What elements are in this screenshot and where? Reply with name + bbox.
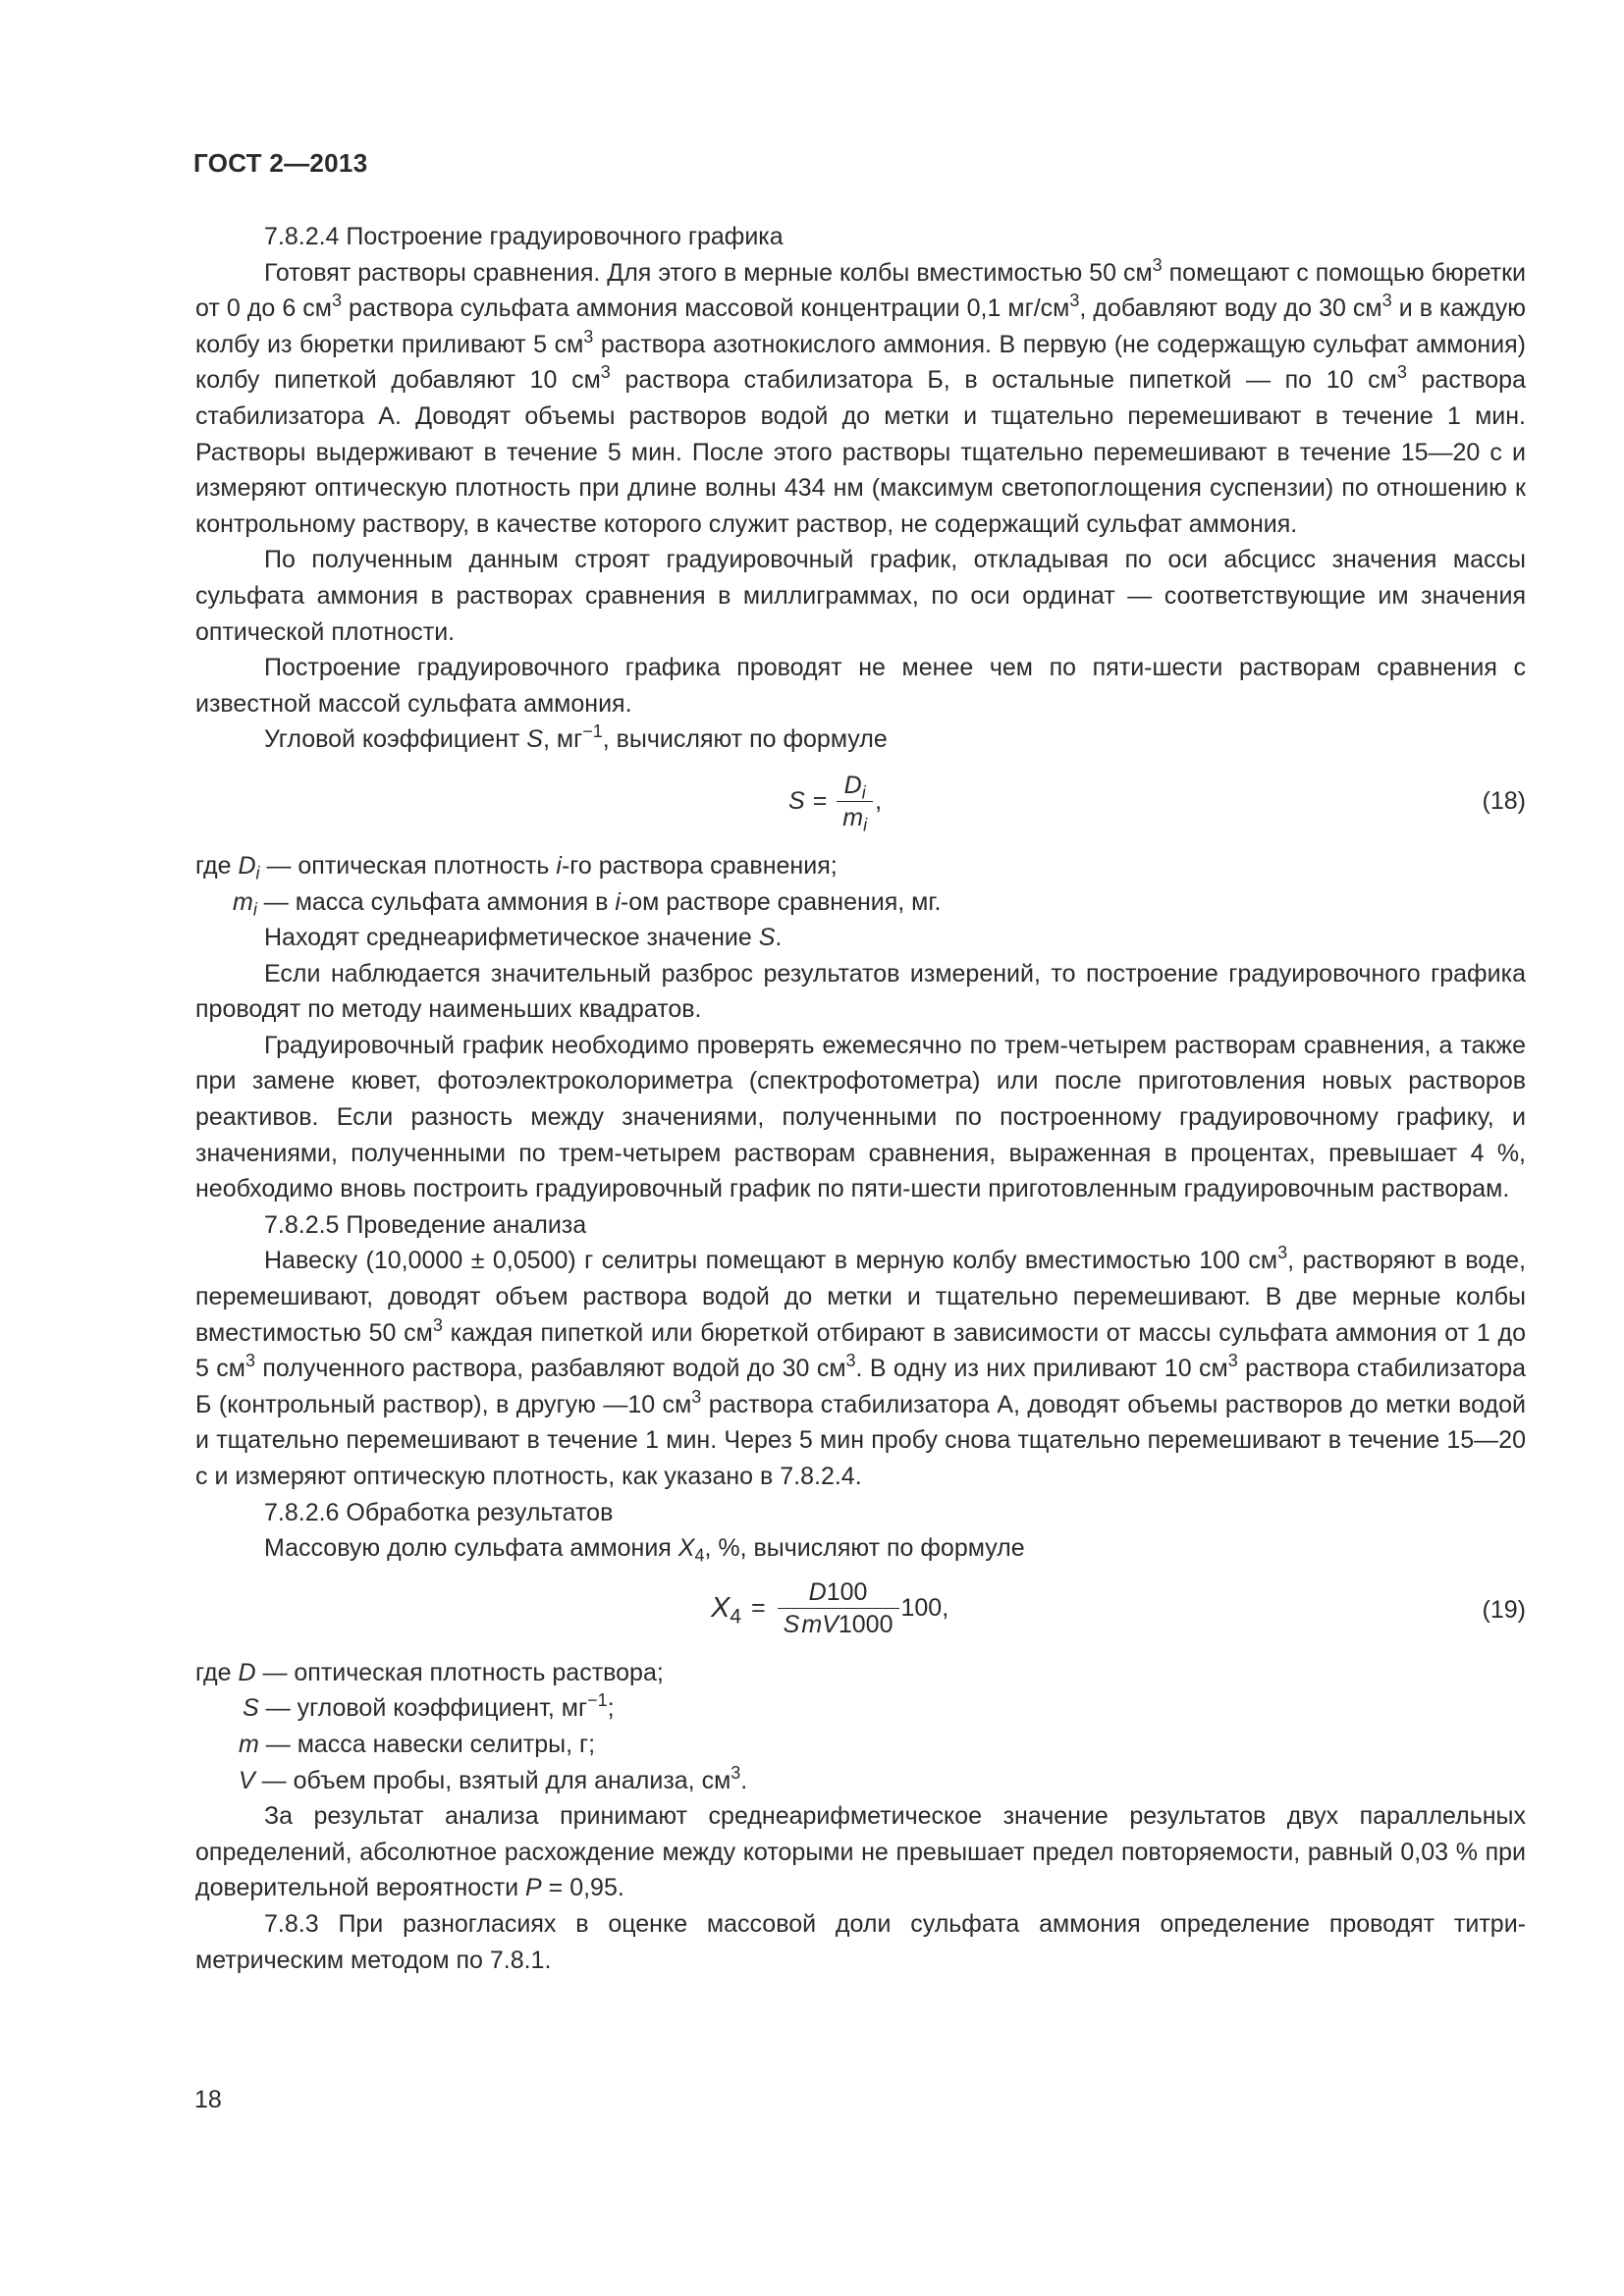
text-run: раствора сульфата аммония массовой концентрации 0,1 мг/см (342, 294, 1070, 323)
variable: D (808, 1577, 827, 1606)
text-run: . (775, 924, 783, 952)
text-run: ; (607, 1694, 615, 1723)
variable: m (239, 1730, 259, 1758)
paragraph-least-squares: Если наблюдается значительный разброс результатов измерений, то построение градуировочного графика проводят по методу наименьших квадратов. (195, 959, 1526, 1024)
formula-18 (195, 758, 1526, 848)
subscript: i (255, 863, 260, 883)
formula-lhs: S (788, 787, 805, 816)
equation-number: (19) (1482, 1595, 1526, 1624)
paragraph-result (195, 1798, 1526, 1906)
variable: m (842, 803, 864, 831)
subscript: i (252, 898, 257, 919)
variable: V (239, 1766, 255, 1794)
superscript: 3 (1069, 291, 1080, 311)
text-run: раствора стабилизатора Б, в остальные пипеткой — по 10 см (610, 366, 1397, 395)
text-run: , %, вычисляют по формуле (704, 1534, 1025, 1563)
fraction (837, 770, 873, 833)
text-run: раствора стабилизатора А, доводят объемы растворов до метки водой и тщательно перемешивают в течение 1 мин. Через 5 мин пробу снова тщательно перемешивают в течение 15—20 с и измеряют оптическую плотность, как указано в 7.8.2.4. (195, 1390, 1526, 1490)
text-run: , растворяют в воде, перемешивают, доводят объем раствора водой до метки и тщательно перемешивают. В две мерные колбы вместимостью 50 см (195, 1247, 1526, 1347)
standard-header: ГОСТ 2—2013 (193, 148, 368, 178)
paragraph-graph-axes: По полученным данным строят градуировочный график, откладывая по оси абсцисс значения массы сульфата аммония в растворах сравнения в миллиграммах, по оси ординат — соответствующие им значения оптической плотности. (195, 546, 1526, 646)
fraction-numerator (803, 1576, 874, 1608)
text-run: раствора азотнокислого аммония. В первую (не содержащую сульфат аммония) колбу пипеткой добавляют 10 см (195, 330, 1527, 395)
superscript: 3 (1152, 254, 1163, 275)
section-heading-7-8-2-5: 7.8.2.5 Проведение анализа (264, 1210, 587, 1239)
text-run: Находят среднеарифметическое значение (264, 924, 759, 952)
superscript: 3 (331, 291, 342, 311)
text-run: — масса навески селитры, г; (258, 1730, 596, 1758)
text-run: -го раствора сравнения; (561, 851, 838, 880)
subscript: i (863, 815, 868, 835)
text-run: За результат анализа принимают среднеарифметическое значение результатов двух параллельных определений, абсолютное расхождение между которыми не превышает предел повторяемости, равный 0,03 % при доверительной вероятности (195, 1802, 1526, 1902)
variable: S (783, 1610, 800, 1638)
section-heading-7-8-2-4: 7.8.2.4 Построение градуировочного графика (264, 223, 784, 250)
paragraph-graph-min-solutions: Построение градуировочного графика проводят не менее чем по пяти-шести растворам сравнения с известной массой сульфата аммония. (195, 654, 1526, 718)
definition-mi (195, 884, 1526, 921)
text-run: полученного раствора, разбавляют водой до 30 см (254, 1355, 846, 1383)
variable: P (525, 1874, 542, 1902)
text-run: — оптическая плотность раствора; (255, 1658, 664, 1686)
text-run: раствора стабилизатора А. Доводят объемы растворов водой до метки и тщательно перемешивают в течение 1 мин. Растворы выдерживают в течение 5 мин. После этого растворы тщательно перемешивают в течение 15—20 с и измеряют оптическую плотность при длине волны 434 нм (максимум светопоглощения суспензии) по отношению к контрольному раствору, в качестве которого служит раствор, не содержащий сульфат аммония. (195, 366, 1526, 538)
equation-number: (18) (1482, 786, 1526, 815)
fraction-numerator (839, 770, 872, 801)
text-run: — угловой коэффициент, мг (258, 1694, 588, 1723)
text-run: , мг (542, 725, 583, 754)
subscript: 4 (730, 1605, 741, 1629)
variable: i (615, 887, 621, 916)
variable: i (556, 851, 562, 880)
variable: m (801, 1610, 823, 1638)
text-run: и в каждую колбу из бюретки приливают 5 см (195, 294, 1526, 358)
definition-d (195, 1655, 1526, 1691)
text-run: — объем пробы, взятый для анализа, см (254, 1766, 731, 1794)
paragraph-analysis-procedure (195, 1243, 1526, 1494)
variable: m (233, 887, 253, 916)
formula-tail: 100, (900, 1593, 949, 1622)
page-number: 18 (194, 2086, 222, 2113)
definition-v (195, 1763, 1526, 1799)
formula-tail: , (875, 787, 883, 816)
superscript: 3 (583, 326, 594, 347)
text-run: 1000 (838, 1610, 893, 1638)
text-run: Угловой коэффициент (264, 725, 527, 754)
paragraph-7-8-3: 7.8.3 При разногласиях в оценке массовой доли сульфата аммония определение проводят титриметрическим методом по 7.8.1. (195, 1909, 1526, 1974)
formula-19 (195, 1567, 1526, 1655)
text-run: Готовят растворы сравнения. Для этого в мерные колбы вместимостью 50 см (264, 258, 1153, 287)
text-run: , добавляют воду до 30 см (1079, 294, 1382, 323)
text-run: . В одну из них приливают 10 см (855, 1355, 1228, 1383)
variable: X (711, 1591, 731, 1624)
where-list-19 (195, 1655, 1526, 1798)
paragraph-slope-intro (195, 721, 1526, 758)
where-list-18 (195, 848, 1526, 920)
text-run: . (740, 1766, 748, 1794)
variable: V (822, 1610, 839, 1638)
definition-m (195, 1727, 1526, 1763)
equals-sign: = (750, 1593, 766, 1622)
formula-lhs (711, 1590, 741, 1627)
variable: X (677, 1534, 695, 1563)
text-run: где (195, 1658, 239, 1686)
superscript: 3 (432, 1314, 443, 1335)
definition-di (195, 848, 1526, 884)
text-run: 100 (826, 1577, 868, 1606)
text-run: — оптическая плотность (259, 851, 557, 880)
fraction (778, 1576, 899, 1640)
paragraph-monthly-check: Градуировочный график необходимо проверять ежемесячно по трем-четырем растворам сравнения, а также при замене кювет, фотоэлектроколориметра (спектрофотометра) или после приготовления новых растворов реактивов. Если разность между значениями, полученными по построенному градуировочному графику, и значениями, полученными по трем-четырем растворам сравнения, выраженная в процентах, превышает 4 %, необходимо вновь построить градуировочный график по пяти-шести приготовленным градуировочным растворам. (195, 1031, 1526, 1203)
section-heading-7-8-2-6: 7.8.2.6 Обработка результатов (264, 1498, 614, 1526)
text-run: -ом растворе сравнения, мг. (620, 887, 942, 916)
superscript: −1 (587, 1690, 608, 1711)
superscript: 3 (244, 1351, 255, 1371)
text-run: — масса сульфата аммония в (256, 887, 616, 916)
text-run: помещают с помощью бюретки от 0 до 6 см (195, 258, 1527, 323)
variable: S (758, 924, 776, 952)
superscript: 3 (1396, 362, 1407, 383)
fraction-denominator (778, 1608, 899, 1640)
superscript: 3 (731, 1762, 741, 1783)
text-run: каждая пипеткой или бюреткой отбирают в зависимости от массы сульфата аммония от 1 до 5 см (195, 1318, 1526, 1383)
superscript: −1 (582, 721, 603, 742)
text-run: раствора стабилизатора Б (контрольный раствор), в другую —10 см (195, 1355, 1527, 1418)
superscript: 3 (845, 1351, 856, 1371)
subscript: i (861, 782, 866, 803)
superscript: 3 (691, 1386, 702, 1407)
variable: S (243, 1694, 259, 1723)
paragraph-mass-fraction-intro (195, 1530, 1526, 1567)
definition-s (195, 1690, 1526, 1727)
paragraph-mean-s (195, 920, 1526, 956)
variable: S (526, 725, 543, 754)
superscript: 3 (600, 362, 611, 383)
text-run: Навеску (10,0000 ± 0,0500) г селитры помещают в мерную колбу вместимостью 100 см (264, 1247, 1278, 1275)
text-run: где (195, 851, 239, 880)
subscript: 4 (694, 1545, 705, 1566)
superscript: 3 (1227, 1351, 1238, 1371)
text-run: = 0,95. (541, 1874, 624, 1902)
equals-sign: = (812, 787, 828, 816)
superscript: 3 (1381, 291, 1392, 311)
variable: D (238, 1658, 256, 1686)
variable: D (238, 851, 256, 880)
variable: D (843, 771, 862, 799)
fraction-denominator (837, 801, 873, 833)
superscript: 3 (1277, 1243, 1288, 1263)
paragraph-solutions-prep (195, 255, 1526, 543)
document-body (195, 219, 1526, 1978)
text-run: , вычисляют по формуле (602, 725, 888, 754)
text-run: Массовую долю сульфата аммония (264, 1534, 678, 1563)
